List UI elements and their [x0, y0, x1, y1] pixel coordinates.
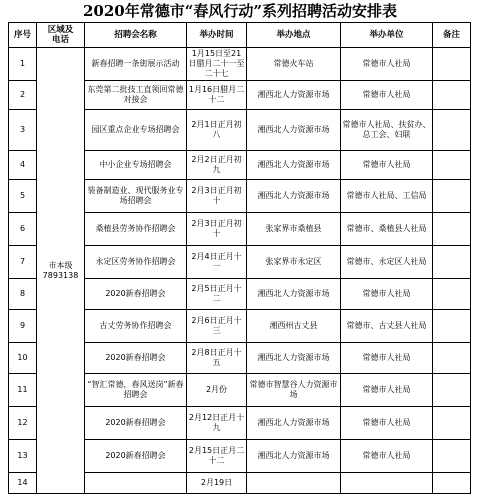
row-organizer: 常德市、桑植县人社局: [341, 213, 433, 246]
row-organizer: 常德市人社局: [341, 407, 433, 440]
row-organizer: 常德市、古丈县人社局: [341, 310, 433, 343]
row-no: 11: [9, 374, 37, 407]
row-time: 2月2日正月初九: [187, 151, 247, 180]
row-name: 2020新春招聘会: [85, 407, 187, 440]
row-note: [433, 279, 471, 310]
row-time: 2月4日正月十一: [187, 246, 247, 279]
row-time: 2月12日正月十九: [187, 407, 247, 440]
row-note: [433, 151, 471, 180]
row-note: [433, 343, 471, 374]
row-no: 9: [9, 310, 37, 343]
schedule-table: [8, 22, 471, 494]
row-organizer: 常德市、永定区人社局: [341, 246, 433, 279]
header-time: 举办时间: [187, 23, 247, 48]
row-name: 2020新春招聘会: [85, 440, 187, 473]
row-note: [433, 246, 471, 279]
row-organizer: 常德市人社局: [341, 279, 433, 310]
row-note: [433, 407, 471, 440]
row-organizer: [341, 473, 433, 494]
header-place: 举办地点: [247, 23, 341, 48]
row-no: 10: [9, 343, 37, 374]
row-place: [247, 473, 341, 494]
header-organizer: 举办单位: [341, 23, 433, 48]
row-place: 常德火车站: [247, 48, 341, 81]
row-no: 8: [9, 279, 37, 310]
header-row: [9, 23, 471, 48]
row-note: [433, 81, 471, 110]
row-place: 湘西北人力资源市场: [247, 110, 341, 151]
row-no: 2: [9, 81, 37, 110]
row-note: [433, 213, 471, 246]
row-place: 湘西北人力资源市场: [247, 343, 341, 374]
header-name: 招聘会名称: [85, 23, 187, 48]
row-time: 2月1日正月初八: [187, 110, 247, 151]
row-time: 2月份: [187, 374, 247, 407]
row-name: 永定区劳务协作招聘会: [85, 246, 187, 279]
row-note: [433, 374, 471, 407]
row-organizer: 常德市人社局: [341, 81, 433, 110]
page-title: 2020年常德市“春风行动”系列招聘活动安排表: [82, 2, 397, 20]
row-name: “智汇常德，春风送岗”新春招聘会: [85, 374, 187, 407]
row-note: [433, 440, 471, 473]
row-note: [433, 180, 471, 213]
row-name: 古丈劳务协作招聘会: [85, 310, 187, 343]
row-organizer: 常德市人社局: [341, 440, 433, 473]
row-name: 东莞第二批技工直领回常德对接会: [85, 81, 187, 110]
row-place: 张家界市永定区: [247, 246, 341, 279]
row-place: 湘西北人力资源市场: [247, 180, 341, 213]
row-organizer: 常德市人社局、扶贫办、总工会、妇联: [341, 110, 433, 151]
row-place: 湘西北人力资源市场: [247, 81, 341, 110]
row-no: 1: [9, 48, 37, 81]
row-no: 6: [9, 213, 37, 246]
row-no: 7: [9, 246, 37, 279]
row-time: 2月3日正月初十: [187, 180, 247, 213]
row-place: 湘西北人力资源市场: [247, 279, 341, 310]
row-name: 桑植县劳务协作招聘会: [85, 213, 187, 246]
row-note: [433, 48, 471, 81]
row-name: [85, 473, 187, 494]
row-name: 园区重点企业专场招聘会: [85, 110, 187, 151]
header-no: 序号: [9, 23, 37, 48]
row-no: 13: [9, 440, 37, 473]
row-place: 湘西北人力资源市场: [247, 151, 341, 180]
header-note: 备注: [433, 23, 471, 48]
row-note: [433, 110, 471, 151]
row-name: 2020新春招聘会: [85, 343, 187, 374]
table-row: [9, 48, 471, 81]
row-time: 2月3日正月初十: [187, 213, 247, 246]
row-name: 新春招聘一条街展示活动: [85, 48, 187, 81]
row-organizer: 常德市人社局: [341, 48, 433, 81]
row-no: 4: [9, 151, 37, 180]
row-name: 中小企业专场招聘会: [85, 151, 187, 180]
header-region: 区域及 电话: [37, 23, 85, 48]
region-cell: 市本级 7893138: [37, 48, 85, 494]
row-place: 张家界市桑植县: [247, 213, 341, 246]
row-no: 14: [9, 473, 37, 494]
row-name: 2020新春招聘会: [85, 279, 187, 310]
row-organizer: 常德市人社局、工信局: [341, 180, 433, 213]
row-note: [433, 473, 471, 494]
row-no: 5: [9, 180, 37, 213]
row-time: 2月19日: [187, 473, 247, 494]
row-time: 2月6日正月十三: [187, 310, 247, 343]
row-name: 装备制造业、现代服务业专场招聘会: [85, 180, 187, 213]
row-organizer: 常德市人社局: [341, 151, 433, 180]
row-place: 湘西北人力资源市场: [247, 407, 341, 440]
row-place: 湘西北人力资源市场: [247, 440, 341, 473]
row-place: 湘西州古丈县: [247, 310, 341, 343]
row-time: 2月8日正月十五: [187, 343, 247, 374]
row-organizer: 常德市人社局: [341, 343, 433, 374]
row-note: [433, 310, 471, 343]
row-no: 12: [9, 407, 37, 440]
row-time: 1月16日腊月二十二: [187, 81, 247, 110]
row-organizer: 常德市人社局: [341, 374, 433, 407]
row-time: 2月5日正月十二: [187, 279, 247, 310]
row-time: 1月15日至21日腊月二十一至二十七: [187, 48, 247, 81]
row-place: 常德市智慧谷人力资源市场: [247, 374, 341, 407]
row-no: 3: [9, 110, 37, 151]
row-time: 2月15日正月二十二: [187, 440, 247, 473]
